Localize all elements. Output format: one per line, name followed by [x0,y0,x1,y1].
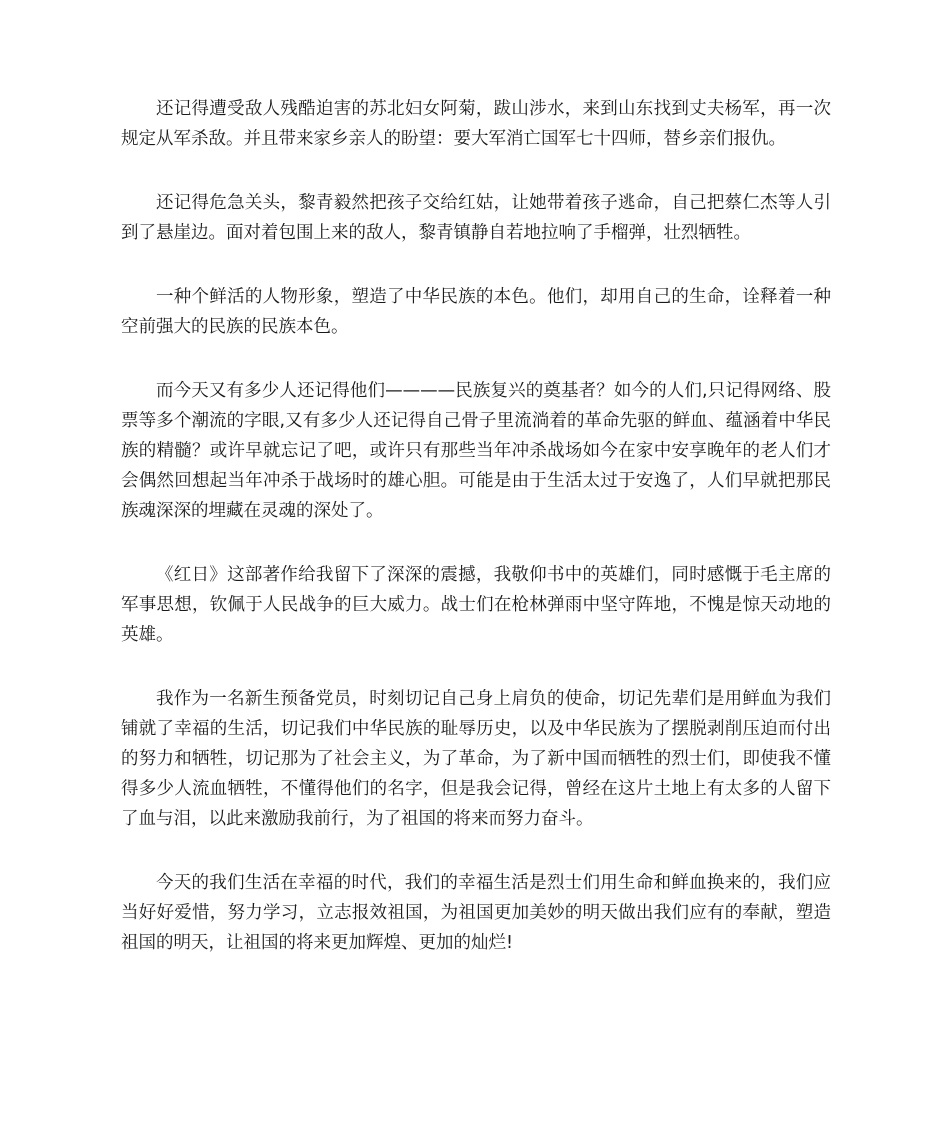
paragraph-1: 还记得遭受敌人残酷迫害的苏北妇女阿菊，跋山涉水，来到山东找到丈夫杨军，再一次规定从军杀敌。并且带来家乡亲人的盼望：要大军消亡国军七十四师，替乡亲们报仇。 [121,99,831,149]
paragraph-6: 我作为一名新生预备党员，时刻切记自己身上肩负的使命，切记先辈们是用鲜血为我们铺就了幸福的生活，切记我们中华民族的耻辱历史，以及中华民族为了摆脱剥削压迫而付出的努力和牺牲，切记那为了社会主义，为了革命，为了新中国而牺牲的烈士们，即使我不懂得多少人流血牺牲，不懂得他们的名字，但是我会记得，曾经在这片土地上有太多的人留下了血与泪，以此来激励我前行，为了祖国的将来而努力奋斗。 [121,689,831,829]
paragraph-3: 一种个鲜活的人物形象，塑造了中华民族的本色。他们，却用自己的生命，诠释着一种空前强大的民族的民族本色。 [121,287,831,337]
document-body [121,94,831,992]
paragraph-7: 今天的我们生活在幸福的时代，我们的幸福生活是烈士们用生命和鲜血换来的，我们应当好好爱惜，努力学习，立志报效祖国，为祖国更加美妙的明天做出我们应有的奉献，塑造祖国的明天，让祖国的将来更加辉煌、更加的灿烂! [121,873,831,953]
paragraph-5: 《红日》这部著作给我留下了深深的震撼，我敬仰书中的英雄们，同时感慨于毛主席的军事思想，钦佩于人民战争的巨大威力。战士们在枪林弹雨中坚守阵地，不愧是惊天动地的英雄。 [121,565,831,645]
paragraph-2: 还记得危急关头，黎青毅然把孩子交给红姑，让她带着孩子逃命，自己把蔡仁杰等人引到了悬崖边。面对着包围上来的敌人，黎青镇静自若地拉响了手榴弹，壮烈牺牲。 [121,193,831,243]
paragraph-4: 而今天又有多少人还记得他们————民族复兴的奠基者？如今的人们,只记得网络、股票等多个潮流的字眼,又有多少人还记得自己骨子里流淌着的革命先驱的鲜血、蕴涵着中华民族的精髓？或许早就忘记了吧，或许只有那些当年冲杀战场如今在家中安享晚年的老人们才会偶然回想起当年冲杀于战场时的雄心胆。可能是由于生活太过于安逸了，人们早就把那民族魂深深的埋藏在灵魂的深处了。 [121,381,831,521]
